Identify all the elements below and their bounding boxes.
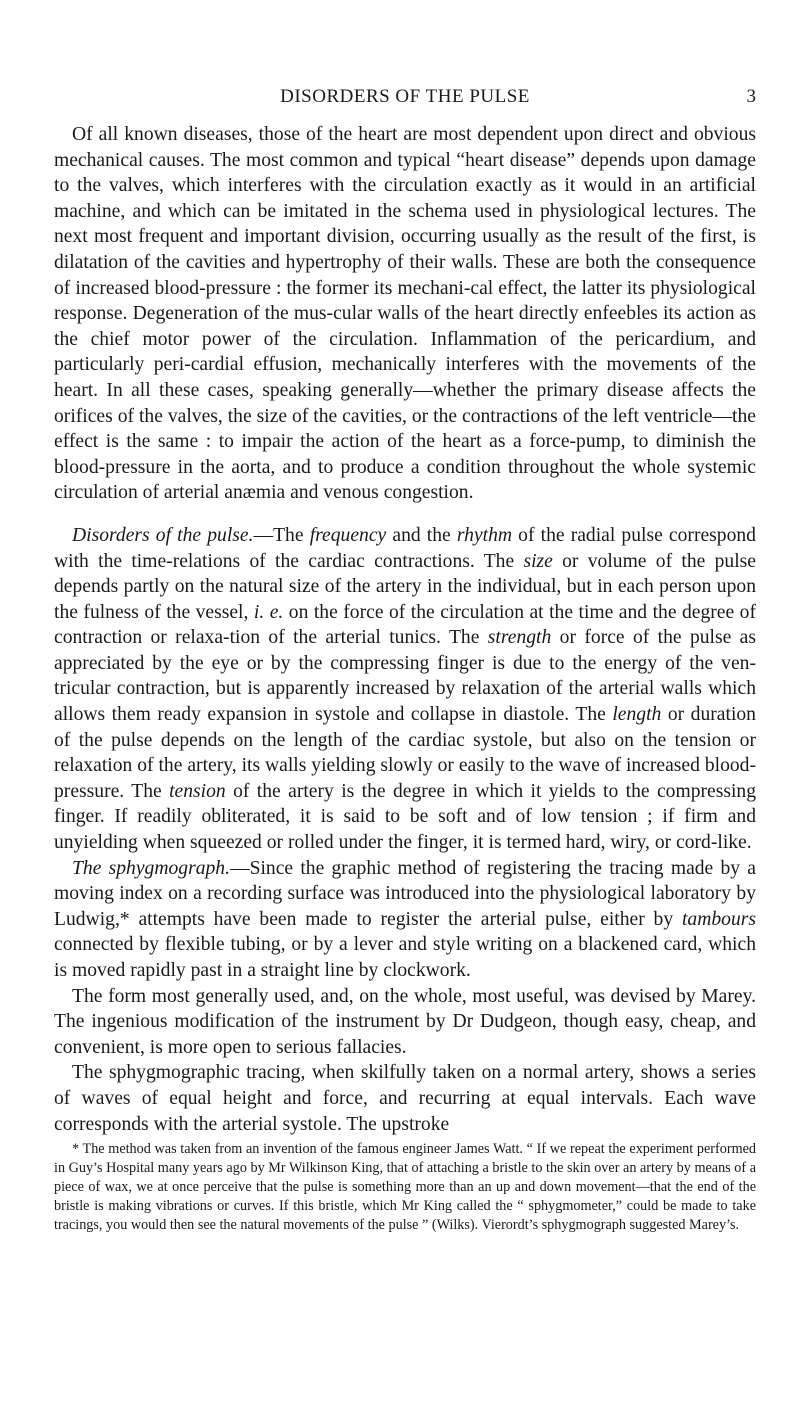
text-run: of the radial pulse correspond with the time-relations of the cardiac contractions. The — [54, 524, 756, 572]
term-strength: strength — [487, 627, 552, 649]
section-heading-sphygmograph: The sphygmograph. — [72, 857, 230, 879]
footnote: * The method was taken from an invention of the famous engineer James Watt. “ If we repeat the experiment performed in Guy’s Hospital many years ago by Mr Wilkinson King, that of attaching a bristle to the skin over an artery by means of a piece of wax, we at once perceive that the pulse is something more than an up and down movement—that the end of the bristle is making vibrations or curves. If this bristle, which Mr King called the “ sphygmometer,” could be made to take tracings, you would then see the natural movements of the pulse ” (Wilks). Vierordt’s sphygmograph suggested Marey’s. — [54, 1141, 756, 1234]
paragraph-tracing: The sphygmographic tracing, when skilfully taken on a normal artery, shows a series of waves of equal height and force, and recurring at equal intervals. Each wave corresponds with the arterial systole. The upstroke — [54, 1062, 756, 1135]
text-run: —Since the graphic method of registering the tracing made by a moving index on a recording surface was introduced into the physiological laboratory by Ludwig,* attempts have been made to register the arterial pulse, either by — [54, 857, 756, 930]
paragraph-disorders-of-pulse — [54, 523, 756, 856]
text-run: or duration of the pulse depends on the length of the cardiac systole, but also on the tension or relaxation of the artery, its walls yielding slowly or easily to the wave of increased blood-pressure. The — [54, 704, 756, 802]
term-size: size — [523, 550, 553, 572]
page-number: 3 — [746, 86, 756, 107]
text-run: or force of the pulse as appreciated by the eye or by the compressing finger is due to the energy of the ven-tricular contraction, but is apparently increased by relaxation of the arterial walls which allows them ready expansion in systole and collapse in diastole. The — [54, 627, 756, 726]
term-ie: i. e. — [253, 601, 284, 623]
text-run: —The — [253, 524, 310, 546]
term-frequency: frequency — [309, 524, 387, 546]
term-tension: tension — [169, 780, 226, 802]
paragraph-sphygmograph — [54, 856, 756, 984]
paragraph-heart-disease: Of all known diseases, those of the heart are most dependent upon direct and obvious mechanical causes. The most common and typical “heart disease” depends upon damage to the valves, which interferes with the circulation exactly as it would in an artificial machine, and which can be imitated in the schema used in physiological lectures. The next most frequent and important division, occurring usually as the result of the first, is dilatation of the cavities and hypertrophy of their walls. These are both the consequence of increased blood-pressure : the former its mechani-cal effect, the latter its physiological response. Degeneration of the mus-cular walls of the heart directly enfeebles its action as the chief motor power of the circulation. Inflammation of the pericardium, and particularly peri-cardial effusion, mechanically interferes with the movements of the heart. In all these cases, speaking generally—whether the primary disease affects the orifices of the valves, the size of the cavities, or the contractions of the left ventricle—the effect is the same : to impair the action of the heart as a force-pump, to diminish the blood-pressure in the aorta, and to produce a condition throughout the whole systemic circulation of arterial anæmia and venous congestion. — [54, 124, 756, 504]
text-run: of the artery is the degree in which it yields to the compressing finger. If readily obliterated, it is said to be soft and of low tension ; if firm and unyielding when squeezed or rolled under the finger, it is termed hard, wiry, or cord-like. — [54, 780, 757, 854]
term-length: length — [612, 704, 662, 726]
term-tambours: tambours — [681, 908, 756, 930]
text-run: connected by flexible tubing, or by a lever and style writing on a blackened card, which is moved rapidly past in a straight line by clockwork. — [54, 934, 756, 981]
section-heading-disorders: Disorders of the pulse. — [72, 524, 254, 546]
text-run: on the force of the circulation at the time and the degree of contraction or relaxa-tion of the arterial tunics. The — [54, 601, 757, 649]
text-run: and the — [386, 524, 457, 546]
page-header — [54, 86, 756, 114]
running-title: DISORDERS OF THE PULSE — [280, 86, 530, 107]
term-rhythm: rhythm — [456, 524, 513, 546]
page — [54, 86, 756, 1235]
text-run: or volume of the pulse depends partly on the natural size of the artery in the individual, but in each person upon the fulness of the vessel, — [54, 550, 756, 623]
paragraph-marey: The form most generally used, and, on the whole, most useful, was devised by Marey. The ingenious modification of the instrument by Dr Dudgeon, though easy, cheap, and convenient, is more open to serious fallacies. — [54, 985, 756, 1058]
